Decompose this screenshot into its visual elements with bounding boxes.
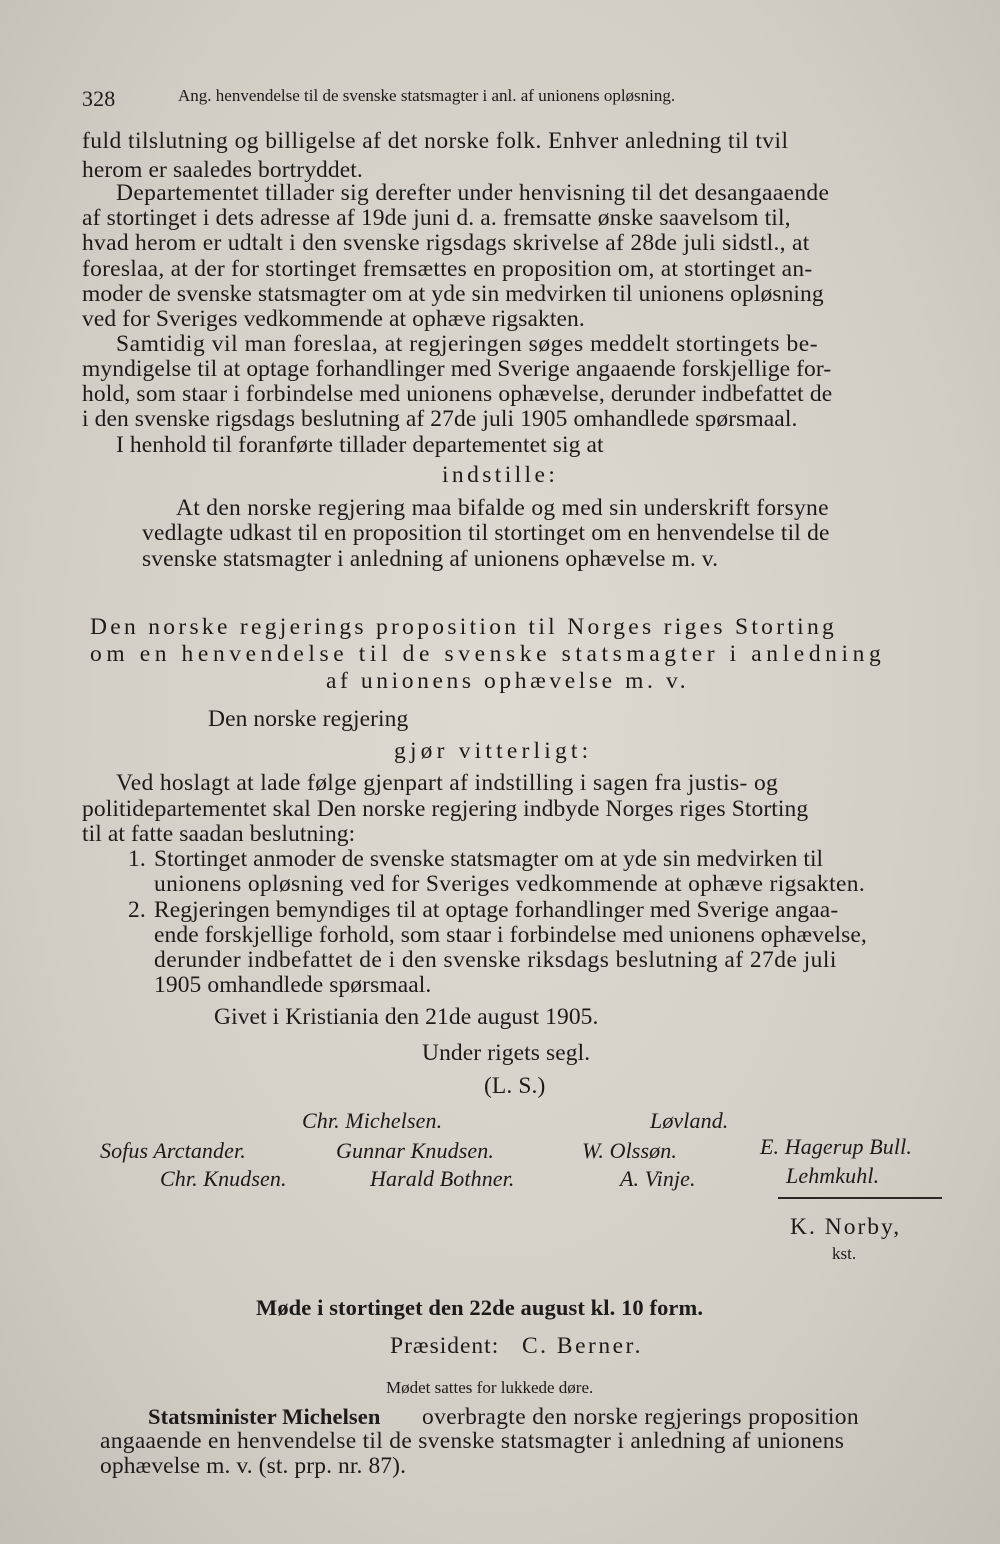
signature-chr-michelsen: Chr. Michelsen.: [302, 1108, 443, 1133]
signature-gunnar-knudsen: Gunnar Knudsen.: [336, 1138, 494, 1163]
indstille-heading: indstille:: [442, 462, 559, 488]
proposition-body-line-2: politidepartementet skal Den norske regjering indbyde Norges riges Storting: [82, 796, 809, 822]
seal-text: Under rigets segl.: [422, 1040, 591, 1066]
signature-chr-knudsen: Chr. Knudsen.: [160, 1166, 287, 1191]
meeting-line-3: ophævelse m. v. (st. prp. nr. 87).: [100, 1453, 407, 1479]
signature-a-vinje: A. Vinje.: [620, 1166, 696, 1191]
item-2-line-2: ende forskjellige forhold, som staar i forbindelse med unionens ophævelse,: [154, 922, 867, 948]
meeting-line-2: angaaende en henvendelse til de svenske statsmagter i anledning af unionens: [100, 1428, 845, 1454]
meeting-line-1: overbragte den norske regjerings proposition: [422, 1404, 859, 1430]
running-title: Ang. henvendelse til de svenske statsmagter i anl. af unionens opløsning.: [178, 86, 676, 105]
meeting-heading: Møde i stortinget den 22de august kl. 10 form.: [256, 1295, 704, 1320]
signature-lovland: Løvland.: [650, 1108, 729, 1133]
intro-line-13: I henhold til foranførte tillader departementet sig at: [116, 432, 604, 458]
proposition-body-line-3: til at fatte saadan beslutning:: [82, 821, 356, 847]
signature-w-olsson: W. Olssøn.: [582, 1138, 677, 1163]
proposition-title-line-1: Den norske regjerings proposition til Norges riges Storting: [90, 614, 838, 640]
page-number: 328: [82, 86, 116, 111]
president-label: Præsident:: [390, 1333, 500, 1359]
intro-line-7: moder de svenske statsmagter om at yde sin medvirken til unionens opløsning: [82, 281, 824, 307]
proposition-title-line-3: af unionens ophævelse m. v.: [326, 668, 690, 694]
proposition-body-line-1: Ved hoslagt at lade følge gjenpart af indstilling i sagen fra justis- og: [116, 770, 779, 796]
proposition-title-line-2: om en henvendelse til de svenske statsmagter i anledning: [90, 641, 886, 667]
signature-e-hagerup-bull: E. Hagerup Bull.: [760, 1134, 912, 1159]
speaker-name: Statsminister Michelsen: [148, 1404, 381, 1429]
item-2-line-1: Regjeringen bemyndiges til at optage forhandlinger med Sverige angaa-: [154, 897, 839, 923]
given-date: Givet i Kristiania den 21de august 1905.: [214, 1004, 599, 1030]
item-2-line-4: 1905 omhandlede spørsmaal.: [154, 972, 432, 998]
indstille-line-2: vedlagte udkast til en proposition til stortinget om en henvendelse til de: [142, 520, 830, 546]
intro-line-5: hvad herom er udtalt i den svenske rigsdags skrivelse af 28de juli sidstl., at: [82, 230, 810, 256]
regjering-label: Den norske regjering: [208, 706, 409, 732]
seal-mark: (L. S.): [484, 1073, 546, 1099]
signature-sofus-arctander: Sofus Arctander.: [100, 1138, 246, 1163]
signature-harald-bothner: Harald Bothner.: [370, 1166, 515, 1191]
indstille-line-3: svenske statsmagter i anledning af unionens ophævelse m. v.: [142, 546, 719, 572]
item-2-number: 2.: [128, 897, 146, 923]
intro-line-10: myndigelse til at optage forhandlinger med Sverige angaaende forskjellige for-: [82, 356, 832, 382]
intro-line-3: Departementet tillader sig derefter under henvisning til det desangaaende: [116, 180, 830, 206]
signature-rule: [778, 1197, 942, 1199]
item-1-line-1: Stortinget anmoder de svenske statsmagter om at yde sin medvirken til: [154, 846, 824, 872]
gjor-vitterligt: gjør vitterligt:: [394, 738, 593, 764]
indstille-line-1: At den norske regjering maa bifalde og med sin underskrift forsyne: [176, 495, 829, 521]
intro-line-4: af stortinget i dets adresse af 19de juni d. a. fremsatte ønske saavelsom til,: [82, 205, 791, 231]
intro-line-2: herom er saaledes bortryddet.: [82, 157, 363, 183]
meeting-note: Mødet sattes for lukkede døre.: [386, 1378, 594, 1397]
intro-line-8: ved for Sveriges vedkommende at ophæve rigsakten.: [82, 306, 585, 332]
item-1-line-2: unionens opløsning ved for Sveriges vedkommende at ophæve rigsakten.: [154, 871, 866, 897]
countersign-name: K. Norby,: [790, 1214, 902, 1240]
countersign-title: kst.: [832, 1244, 857, 1263]
signature-lehmkuhl: Lehmkuhl.: [786, 1163, 880, 1188]
intro-line-9: Samtidig vil man foreslaa, at regjeringen søges meddelt stortingets be-: [116, 331, 819, 357]
intro-line-11: hold, som staar i forbindelse med unionens ophævelse, derunder indbefattet de: [82, 381, 833, 407]
intro-line-6: foreslaa, at der for stortinget fremsættes en proposition om, at stortinget an-: [82, 256, 813, 282]
item-2-line-3: derunder indbefattet de i den svenske riksdags beslutning af 27de juli: [154, 947, 837, 973]
intro-line-1: fuld tilslutning og billigelse af det norske folk. Enhver anledning til tvil: [82, 128, 789, 154]
item-1-number: 1.: [128, 846, 146, 872]
intro-line-12: i den svenske rigsdags beslutning af 27de juli 1905 omhandlede spørsmaal.: [82, 406, 798, 432]
president-name: C. Berner.: [522, 1333, 643, 1359]
